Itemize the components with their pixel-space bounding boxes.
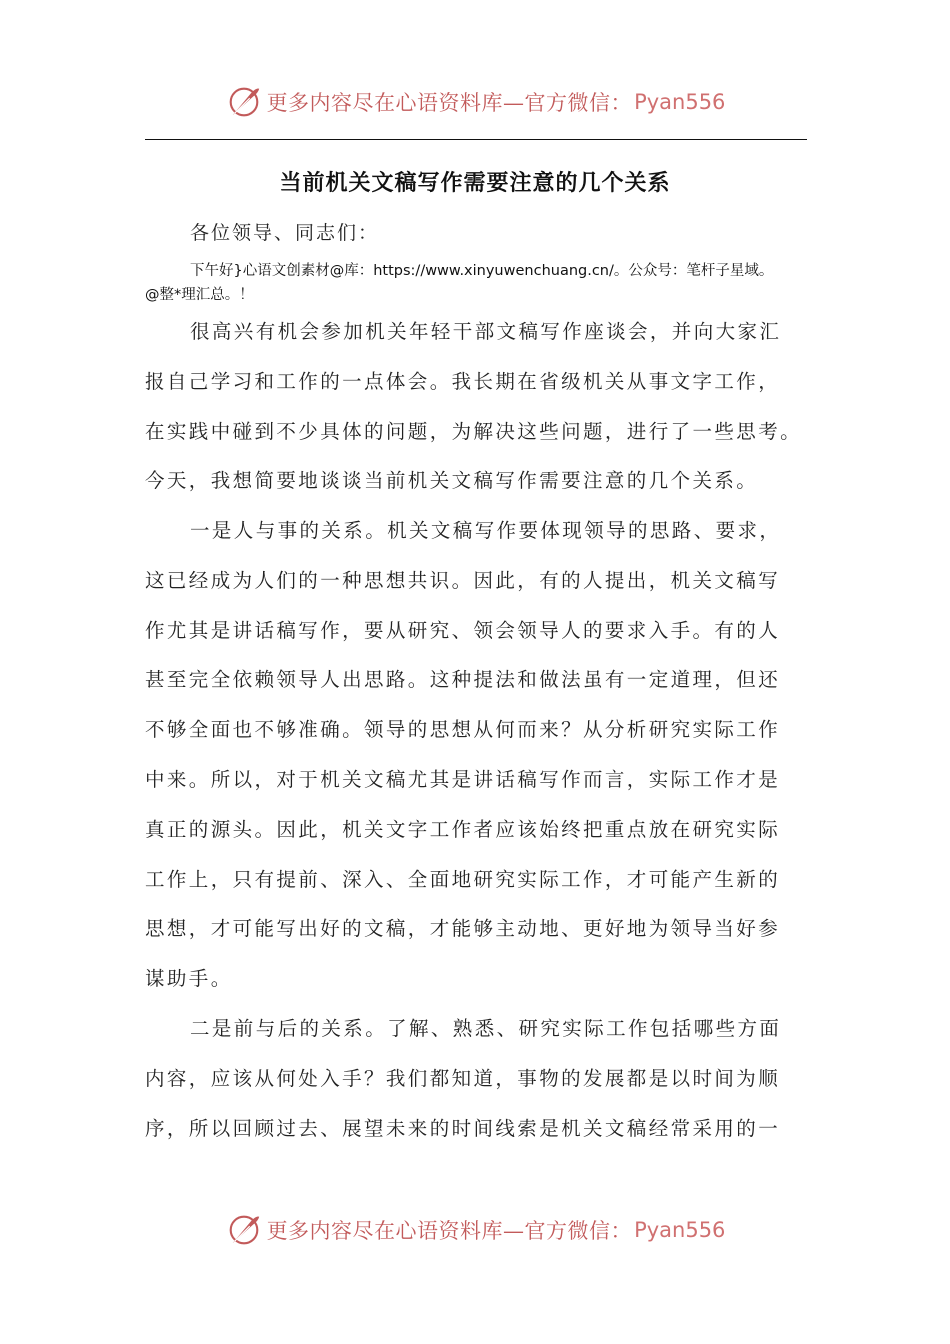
text-line: 报自己学习和工作的一点体会。我长期在省级机关从事文字工作， xyxy=(145,369,781,393)
text-line: 真正的源头。因此，机关文字工作者应该始终把重点放在研究实际 xyxy=(145,817,781,841)
salutation: 各位领导、同志们： xyxy=(190,222,380,244)
text-line: 工作上，只有提前、深入、全面地研究实际工作，才可能产生新的 xyxy=(145,867,781,891)
text-line: 序，所以回顾过去、展望未来的时间线索是机关文稿经常采用的一 xyxy=(145,1116,781,1140)
text-line: 二是前与后的关系。了解、熟悉、研究实际工作包括哪些方面 xyxy=(190,1017,782,1040)
header-banner xyxy=(0,80,950,124)
source-note-line: @整*理汇总。！ xyxy=(145,287,254,303)
banner-wechat-id: Pyan556 xyxy=(634,1218,726,1242)
text-line: 中来。所以，对于机关文稿尤其是讲话稿写作而言，实际工作才是 xyxy=(145,767,781,791)
text-line: 今天，我想简要地谈谈当前机关文稿写作需要注意的几个关系。 xyxy=(145,469,759,493)
text-line: 甚至完全依赖领导人出思路。这种提法和做法虽有一定道理，但还 xyxy=(145,668,781,692)
footer-banner xyxy=(0,1208,950,1252)
text-line: 一是人与事的关系。机关文稿写作要体现领导的思路、要求， xyxy=(190,519,782,542)
text-line: 在实践中碰到不少具体的问题，为解决这些问题，进行了一些思考。 xyxy=(145,419,803,443)
text-line: 不够全面也不够准确。领导的思想从何而来？从分析研究实际工作 xyxy=(145,718,781,742)
text-line: 思想，才可能写出好的文稿，才能够主动地、更好地为领导当好参 xyxy=(145,917,781,941)
text-line: 很高兴有机会参加机关年轻干部文稿写作座谈会，并向大家汇 xyxy=(190,320,782,343)
quill-logo-icon xyxy=(225,83,263,121)
text-line: 谋助手。 xyxy=(145,967,233,991)
document-title: 当前机关文稿写作需要注意的几个关系 xyxy=(279,171,671,196)
paragraph-before-and-after xyxy=(145,1004,810,1153)
header-divider xyxy=(145,139,807,140)
text-line: 内容，应该从何处入手？我们都知道，事物的发展都是以时间为顺 xyxy=(145,1066,781,1090)
source-note-line: 下午好}心语文创素材@库：https://www.xinyuwenchuang.cn/。公众号：笔杆子星域。 xyxy=(190,263,774,279)
paragraph-people-and-work xyxy=(145,506,810,1004)
paragraph-intro xyxy=(145,307,810,506)
quill-logo-icon xyxy=(225,1211,263,1249)
text-line: 作尤其是讲话稿写作，要从研究、领会领导人的要求入手。有的人 xyxy=(145,618,781,642)
text-line: 这已经成为人们的一种思想共识。因此，有的人提出，机关文稿写 xyxy=(145,568,781,592)
banner-wechat-id: Pyan556 xyxy=(634,90,726,114)
source-note xyxy=(145,259,825,307)
banner-text: 更多内容尽在心语资料库—官方微信： xyxy=(266,91,633,115)
banner-text: 更多内容尽在心语资料库—官方微信： xyxy=(266,1219,633,1243)
